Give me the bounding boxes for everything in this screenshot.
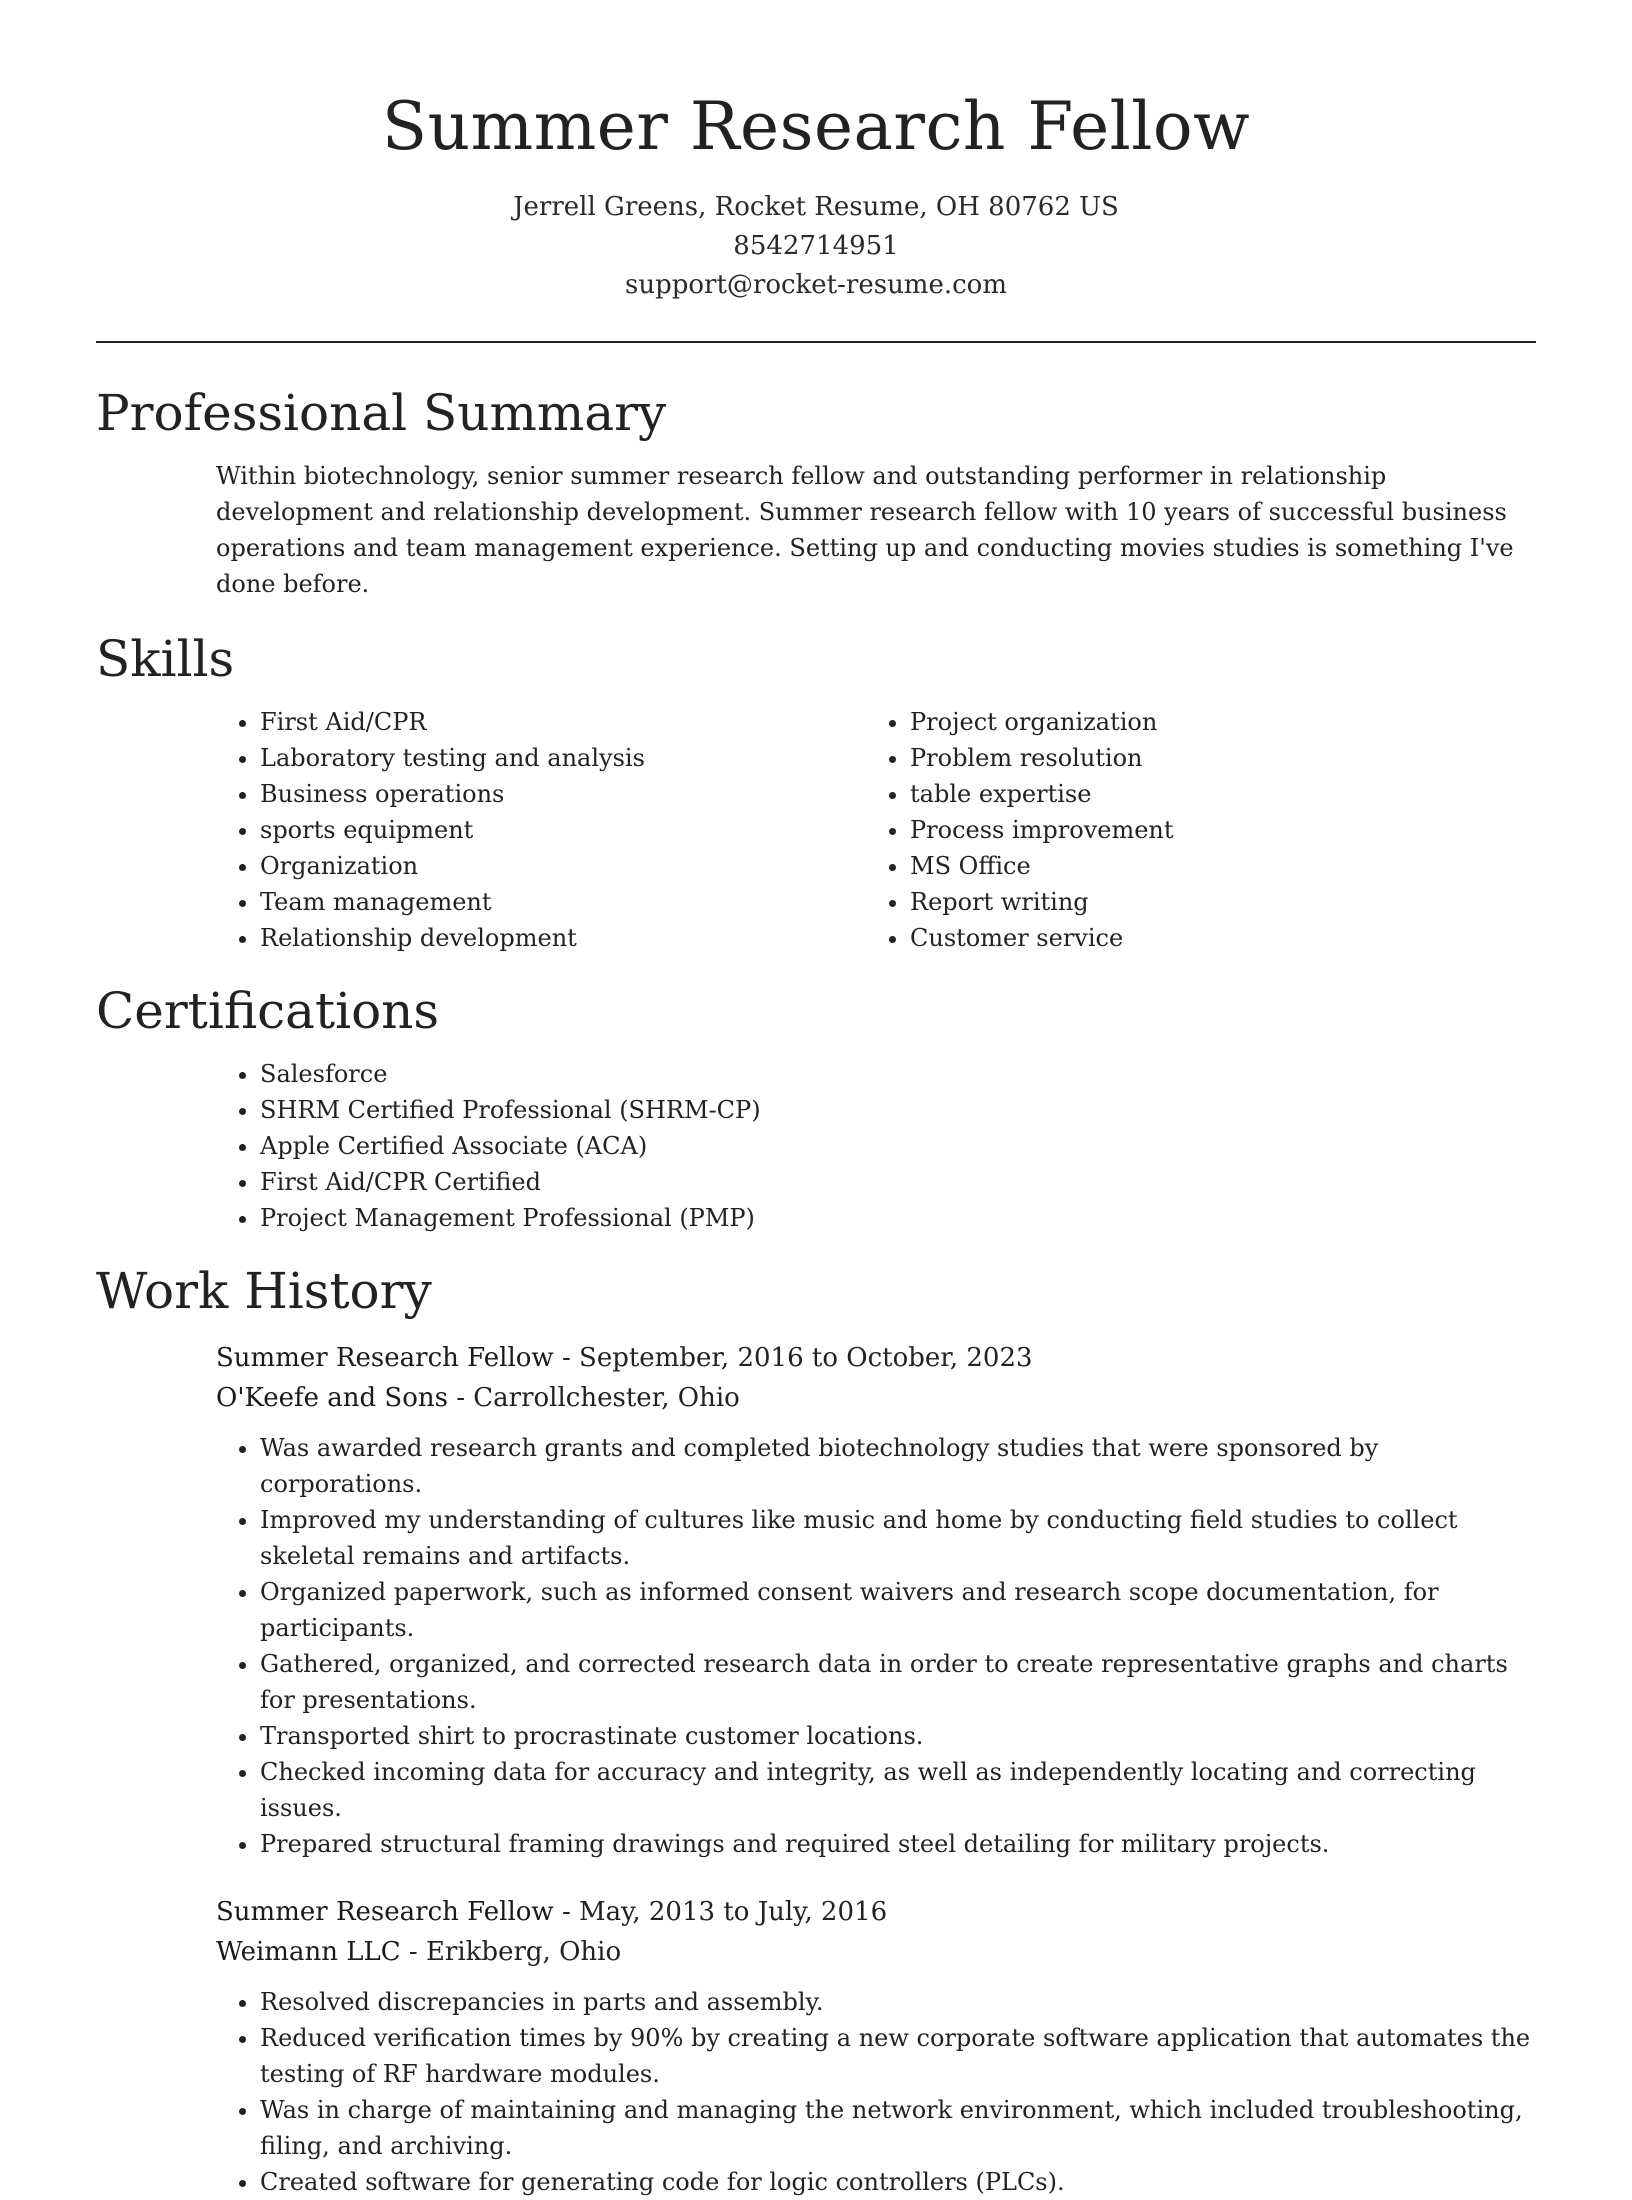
job-entry bbox=[216, 1338, 1536, 1862]
job-bullet: • Gathered, organized, and corrected research data in order to create representative graphs and charts for presentations. bbox=[260, 1646, 1536, 1718]
skill-item: • Project organization bbox=[910, 704, 1536, 740]
skills-list-right bbox=[746, 704, 1536, 956]
job-entry bbox=[216, 1892, 1536, 2200]
job-dates: - September, 2016 to October, 2023 bbox=[553, 1343, 1033, 1373]
skills-list-left bbox=[96, 704, 746, 956]
skill-item: • Business operations bbox=[260, 776, 746, 812]
summary-title: Professional Summary bbox=[96, 384, 667, 442]
skills-section bbox=[96, 626, 1536, 956]
contact-address: Jerrell Greens, Rocket Resume, OH 80762 US bbox=[513, 192, 1119, 222]
skill-item: • Report writing bbox=[910, 884, 1536, 920]
summary-text: Within biotechnology, senior summer research fellow and outstanding performer in relationship development and relationship development. Summer research fellow with 10 years of successful business operations and team management experience. Setting up and conducting movies studies is something I've done before. bbox=[216, 462, 1514, 598]
summary-section bbox=[96, 380, 1536, 602]
contact-block bbox=[0, 188, 1632, 305]
resume-name: Summer Research Fellow bbox=[381, 88, 1251, 165]
skill-item: • First Aid/CPR bbox=[260, 704, 746, 740]
skill-item: • Problem resolution bbox=[910, 740, 1536, 776]
skill-item: • table expertise bbox=[910, 776, 1536, 812]
job-bullet: • Was awarded research grants and completed biotechnology studies that were sponsored by corporations. bbox=[260, 1430, 1536, 1502]
job-role-line bbox=[216, 1892, 1536, 1932]
job-bullet: • Reduced verification times by 90% by creating a new corporate software application that automates the testing of RF hardware modules. bbox=[260, 2020, 1536, 2092]
skill-item: • Relationship development bbox=[260, 920, 746, 956]
work-history-title: Work History bbox=[96, 1262, 432, 1320]
job-bullet: • Created software for generating code for logic controllers (PLCs). bbox=[260, 2164, 1536, 2200]
skill-item: • Team management bbox=[260, 884, 746, 920]
certification-item: • Project Management Professional (PMP) bbox=[260, 1200, 1536, 1236]
job-bullet: • Was in charge of maintaining and managing the network environment, which included troubleshooting, filing, and archiving. bbox=[260, 2092, 1536, 2164]
resume-header bbox=[0, 0, 1632, 305]
certifications-section bbox=[96, 978, 1536, 1236]
certification-item: • SHRM Certified Professional (SHRM-CP) bbox=[260, 1092, 1536, 1128]
job-bullet: • Organized paperwork, such as informed consent waivers and research scope documentation, for participants. bbox=[260, 1574, 1536, 1646]
skills-columns bbox=[96, 704, 1536, 956]
skill-item: • Organization bbox=[260, 848, 746, 884]
certification-item: • Apple Certified Associate (ACA) bbox=[260, 1128, 1536, 1164]
job-bullet: • Improved my understanding of cultures like music and home by conducting field studies to collect skeletal remains and artifacts. bbox=[260, 1502, 1536, 1574]
certifications-title: Certifications bbox=[96, 982, 440, 1040]
contact-phone: 8542714951 bbox=[733, 231, 899, 261]
job-role-line bbox=[216, 1338, 1536, 1378]
job-role: Summer Research Fellow bbox=[216, 1897, 554, 1927]
certification-item: • First Aid/CPR Certified bbox=[260, 1164, 1536, 1200]
skill-item: • Customer service bbox=[910, 920, 1536, 956]
job-bullet: • Checked incoming data for accuracy and integrity, as well as independently locating and correcting issues. bbox=[260, 1754, 1536, 1826]
certification-item: • Salesforce bbox=[260, 1056, 1536, 1092]
header-divider bbox=[96, 341, 1536, 343]
job-role: Summer Research Fellow bbox=[216, 1343, 554, 1373]
contact-email: support@rocket-resume.com bbox=[624, 270, 1007, 300]
skill-item: • Process improvement bbox=[910, 812, 1536, 848]
job-company-line bbox=[216, 1932, 1536, 1972]
work-history-section bbox=[96, 1258, 1536, 2200]
job-bullet: • Prepared structural framing drawings and required steel detailing for military projects. bbox=[260, 1826, 1536, 1862]
job-company: O'Keefe and Sons bbox=[216, 1383, 448, 1413]
job-bullets bbox=[216, 1984, 1536, 2200]
skill-item: • Laboratory testing and analysis bbox=[260, 740, 746, 776]
skills-title: Skills bbox=[96, 630, 235, 688]
skill-item: • MS Office bbox=[910, 848, 1536, 884]
certifications-list bbox=[96, 1056, 1536, 1236]
job-bullet: • Transported shirt to procrastinate customer locations. bbox=[260, 1718, 1536, 1754]
resume-body bbox=[96, 380, 1536, 2200]
job-dates: - May, 2013 to July, 2016 bbox=[553, 1897, 888, 1927]
skill-item: • sports equipment bbox=[260, 812, 746, 848]
job-bullets bbox=[216, 1430, 1536, 1862]
job-company: Weimann LLC bbox=[216, 1937, 401, 1967]
job-company-line bbox=[216, 1378, 1536, 1418]
job-bullet: • Resolved discrepancies in parts and assembly. bbox=[260, 1984, 1536, 2020]
job-location: - Erikberg, Ohio bbox=[400, 1937, 622, 1967]
job-location: - Carrollchester, Ohio bbox=[447, 1383, 740, 1413]
